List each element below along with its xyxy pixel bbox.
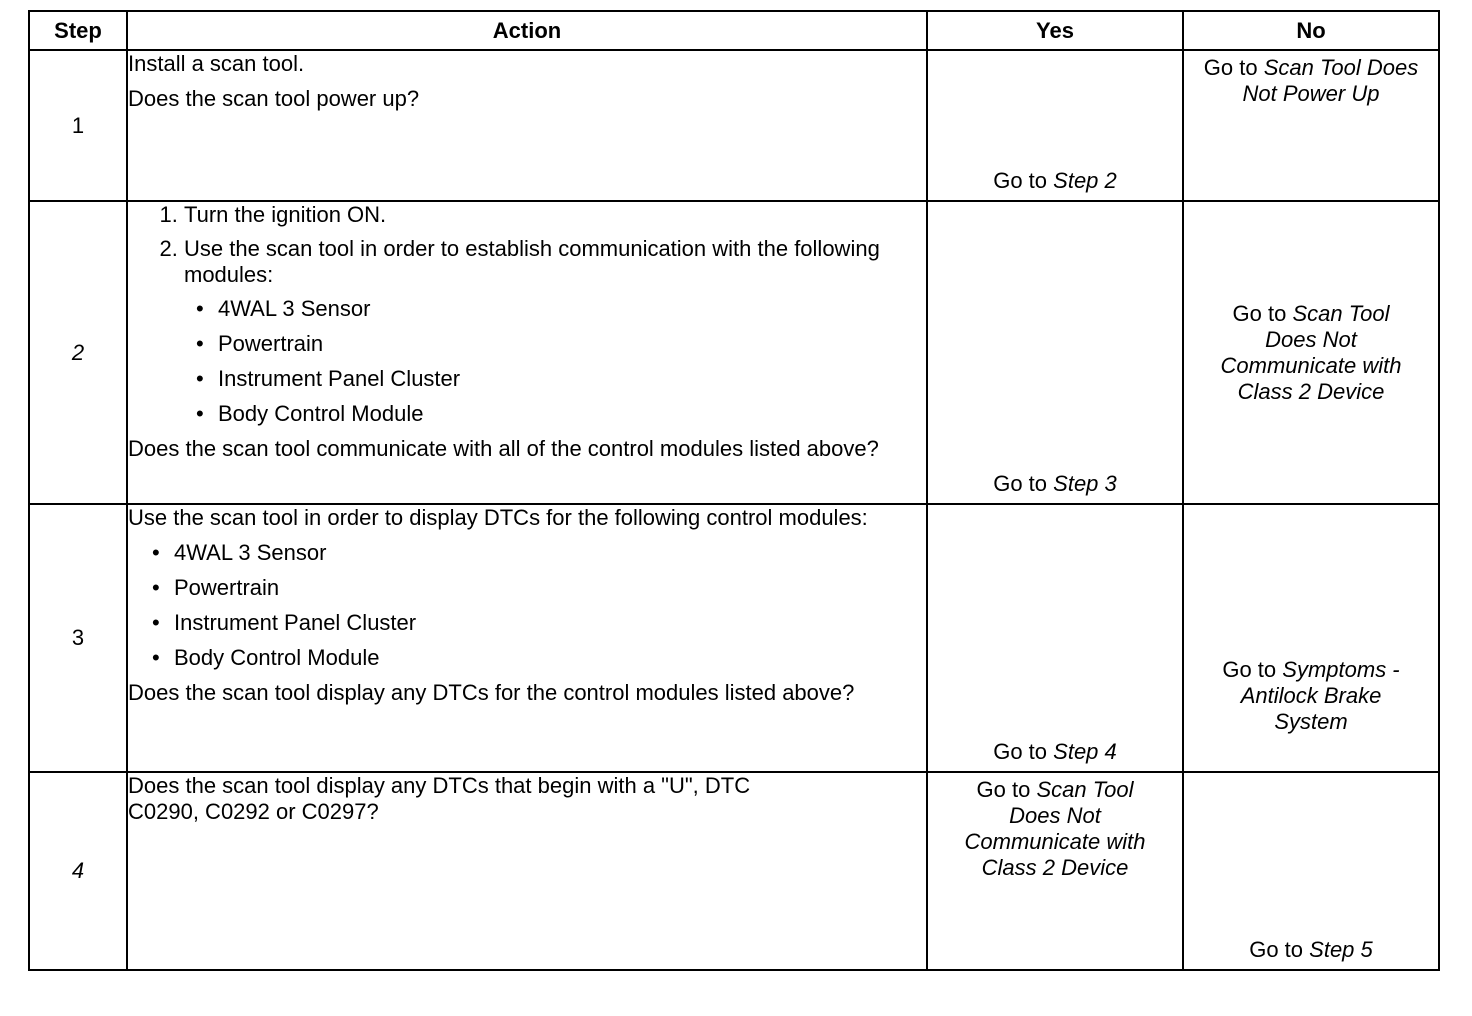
action-question: Does the scan tool display any DTCs that begin with a "U", DTC C0290, C0292 or C0297? <box>128 773 751 824</box>
no-cell <box>1183 50 1439 201</box>
list-item: • 4WAL 3 Sensor <box>152 540 926 566</box>
procedure-link[interactable]: Scan Tool Does Not Power Up <box>1242 55 1419 106</box>
procedure-link[interactable]: Symptoms - Antilock Brake System <box>1240 657 1400 734</box>
list-item: • Instrument Panel Cluster <box>152 610 926 636</box>
yes-cell <box>927 504 1183 772</box>
no-cell <box>1183 201 1439 504</box>
module-list <box>184 296 926 427</box>
numbered-list <box>128 202 926 427</box>
step-link[interactable]: Step 3 <box>1053 471 1117 496</box>
list-item-text: Use the scan tool in order to establish communication with the following modules: <box>184 236 880 287</box>
go-to-text: Go to <box>993 471 1048 496</box>
step-link[interactable]: Step 4 <box>1053 739 1117 764</box>
action-cell <box>127 772 927 970</box>
table-row <box>29 201 1439 504</box>
action-instruction: Install a scan tool. <box>128 51 305 76</box>
procedure-link[interactable]: Scan Tool Does Not Communicate with Class 2 Device <box>1220 300 1402 404</box>
action-cell <box>127 50 927 201</box>
diagnostic-table <box>28 10 1440 971</box>
list-item <box>184 236 926 427</box>
yes-cell <box>927 50 1183 201</box>
step-number: 2 <box>29 201 127 504</box>
action-cell <box>127 504 927 772</box>
list-item: • Powertrain <box>152 575 926 601</box>
header-no: No <box>1183 11 1439 50</box>
step-number: 4 <box>29 772 127 970</box>
header-action: Action <box>127 11 927 50</box>
go-to-text: Go to <box>993 168 1048 193</box>
header-yes: Yes <box>927 11 1183 50</box>
module-list <box>128 540 926 671</box>
yes-cell <box>927 201 1183 504</box>
go-to-text: Go to <box>993 739 1048 764</box>
header-row <box>29 11 1439 50</box>
step-link[interactable]: Step 2 <box>1053 168 1117 193</box>
list-item: • Instrument Panel Cluster <box>196 366 926 392</box>
go-to-text: Go to <box>1249 937 1304 962</box>
no-cell <box>1183 504 1439 772</box>
step-number: 1 <box>29 50 127 201</box>
go-to-text: Go to <box>1222 657 1277 682</box>
yes-cell <box>927 772 1183 970</box>
table-row <box>29 504 1439 772</box>
go-to-text: Go to <box>1232 300 1287 326</box>
list-item: 1. Turn the ignition ON. <box>184 202 926 228</box>
action-cell <box>127 201 927 504</box>
go-to-text: Go to <box>976 777 1031 802</box>
action-question: Does the scan tool communicate with all of the control modules listed above? <box>128 436 879 461</box>
list-item: • Body Control Module <box>152 645 926 671</box>
step-number: 3 <box>29 504 127 772</box>
action-instruction: Use the scan tool in order to display DTCs for the following control modules: <box>128 505 868 530</box>
header-step: Step <box>29 11 127 50</box>
table-row <box>29 772 1439 970</box>
action-question: Does the scan tool power up? <box>128 86 420 111</box>
step-link[interactable]: Step 5 <box>1309 937 1373 962</box>
go-to-text: Go to <box>1203 55 1258 80</box>
list-item: • Powertrain <box>196 331 926 357</box>
procedure-link[interactable]: Scan Tool Does Not Communicate with Class 2 Device <box>964 777 1146 880</box>
action-question: Does the scan tool display any DTCs for the control modules listed above? <box>128 680 855 705</box>
no-cell <box>1183 772 1439 970</box>
table-row <box>29 50 1439 201</box>
list-item: • 4WAL 3 Sensor <box>196 296 926 322</box>
list-item: • Body Control Module <box>196 401 926 427</box>
